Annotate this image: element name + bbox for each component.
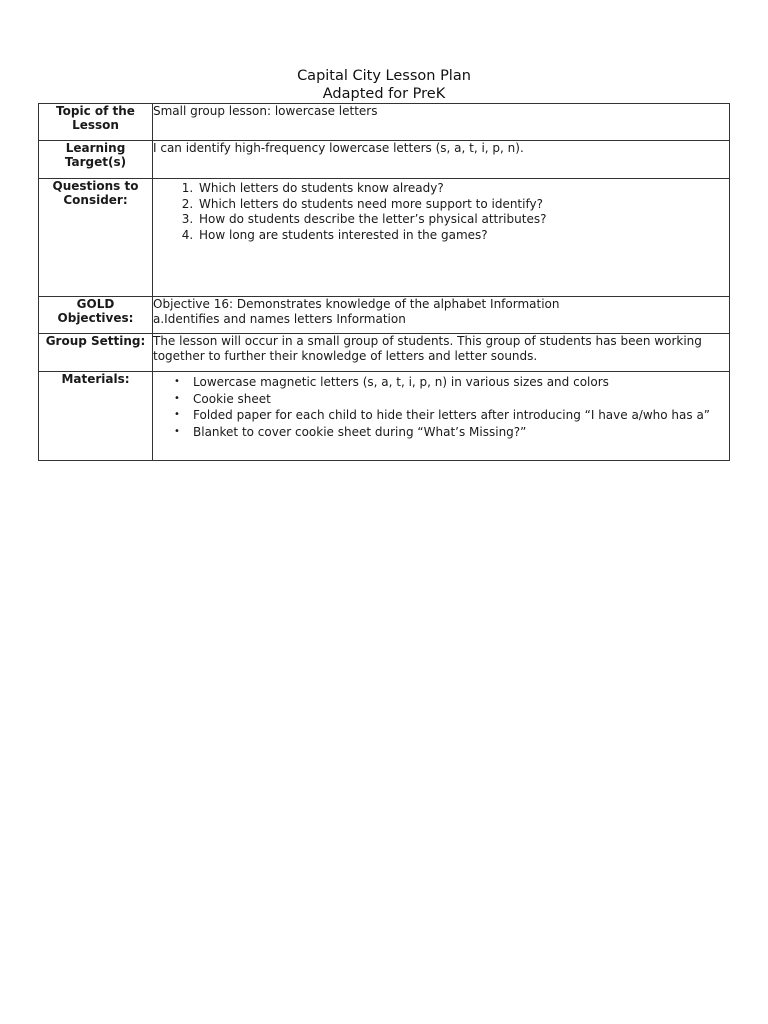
questions-cell <box>153 179 730 297</box>
material-item: • Folded paper for each child to hide their letters after introducing “I have a/who has a” <box>193 407 729 424</box>
document-title <box>0 67 768 103</box>
gold-objectives-label: GOLD Objectives: <box>39 297 153 334</box>
questions-list <box>153 181 729 243</box>
topic-label: Topic of the Lesson <box>39 104 153 141</box>
row-topic <box>39 104 730 141</box>
question-item: 2. Which letters do students need more support to identify? <box>197 197 729 213</box>
row-group-setting <box>39 334 730 372</box>
material-item: • Lowercase magnetic letters (s, a, t, i, p, n) in various sizes and colors <box>193 374 729 391</box>
question-item: 4. How long are students interested in the games? <box>197 228 729 244</box>
lesson-plan-table <box>38 103 730 461</box>
question-item: 3. How do students describe the letter’s physical attributes? <box>197 212 729 228</box>
group-setting-label: Group Setting: <box>39 334 153 372</box>
gold-objective-line-1: Objective 16: Demonstrates knowledge of the alphabet Information <box>153 297 560 311</box>
title-line-2: Adapted for PreK <box>322 86 446 102</box>
learning-target-value: I can identify high-frequency lowercase letters (s, a, t, i, p, n). <box>153 141 730 179</box>
learning-target-label: Learning Target(s) <box>39 141 153 179</box>
gold-objective-line-2: a.Identifies and names letters Information <box>153 312 406 326</box>
row-learning-target <box>39 141 730 179</box>
group-setting-value: The lesson will occur in a small group of students. This group of students has been working together to further their knowledge of letters and letter sounds. <box>153 334 730 372</box>
topic-value: Small group lesson: lowercase letters <box>153 104 730 141</box>
gold-objectives-cell <box>153 297 730 334</box>
materials-list <box>153 374 729 440</box>
row-questions <box>39 179 730 297</box>
question-item: 1. Which letters do students know already? <box>197 181 729 197</box>
material-item: • Blanket to cover cookie sheet during “What’s Missing?” <box>193 424 729 441</box>
questions-label: Questions to Consider: <box>39 179 153 297</box>
material-item: • Cookie sheet <box>193 391 729 408</box>
row-materials <box>39 372 730 461</box>
title-line-1: Capital City Lesson Plan <box>297 68 471 84</box>
materials-label: Materials: <box>39 372 153 461</box>
materials-cell <box>153 372 730 461</box>
row-gold-objectives <box>39 297 730 334</box>
